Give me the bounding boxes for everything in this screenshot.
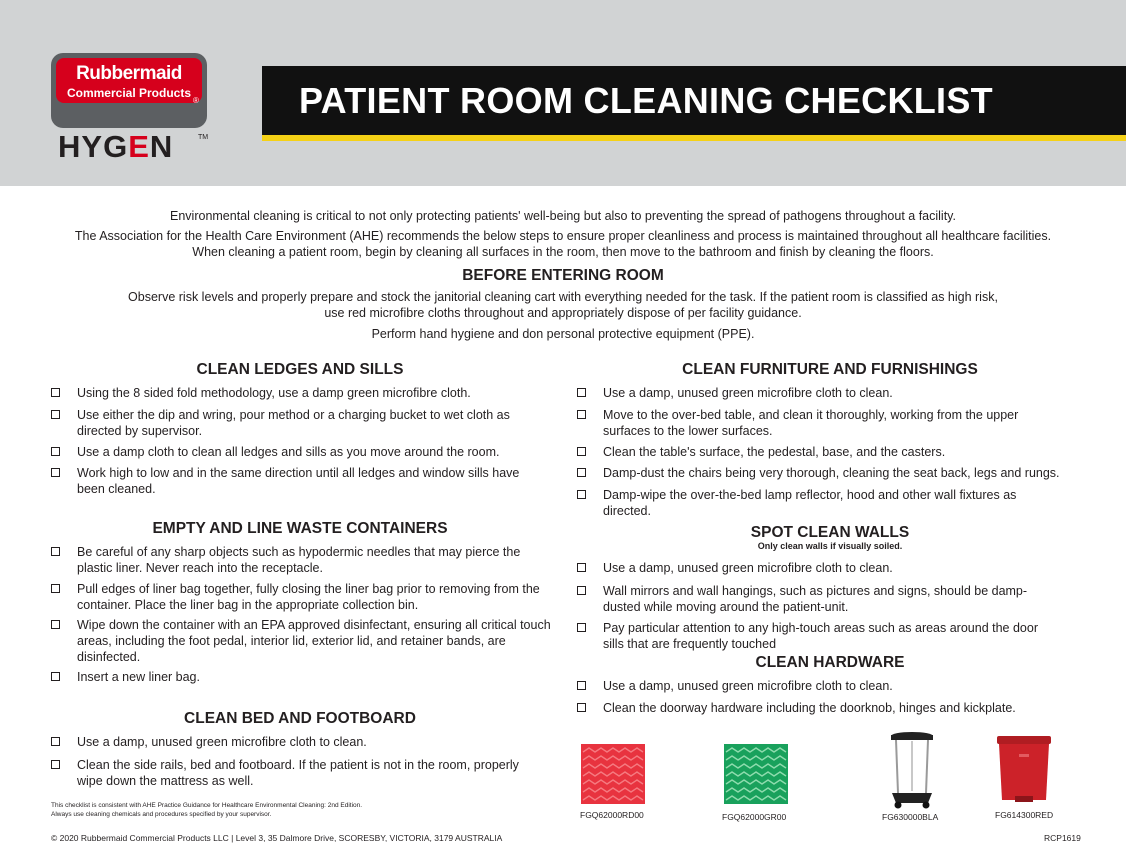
title-underline [262,135,1126,141]
checklist-item[interactable]: Use either the dip and wring, pour method or a charging bucket to wet cloth as directed by supervisor. [51,407,531,439]
copyright: © 2020 Rubbermaid Commercial Products LLC | Level 3, 35 Dalmore Drive, SCORESBY, VICTORIA, 3179 AUSTRALIA [51,833,503,843]
product-code: FGQ62000RD00 [580,810,644,820]
checkbox[interactable] [51,737,60,746]
checkbox[interactable] [577,468,586,477]
checkbox[interactable] [577,623,586,632]
checklist-item[interactable]: Wipe down the container with an EPA approved disinfectant, ensuring all critical touch areas, including the foot pedal, interior lid, exterior lid, and retainer bands, are disinfected. [51,617,551,665]
intro-line-3: When cleaning a patient room, begin by cleaning all surfaces in the room, then move to the bathroom and finish by cleaning the floors. [192,245,934,259]
bed-title: CLEAN BED AND FOOTBOARD [184,710,416,727]
checklist-item[interactable]: Wall mirrors and wall hangings, such as pictures and signs, should be damp-dusted while moving around the patient-unit. [577,583,1047,615]
hardware-title: CLEAN HARDWARE [755,654,905,671]
product-code: FG614300RED [995,810,1054,820]
footer-note-1: This checklist is consistent with AHE Practice Guidance for Healthcare Environmental Cleaning: 2nd Edition. [51,802,363,809]
checklist-item[interactable]: Use a damp, unused green microfibre cloth to clean. [577,385,1067,401]
ledges-title: CLEAN LEDGES AND SILLS [196,361,404,378]
checkbox[interactable] [577,410,586,419]
checkbox[interactable] [577,563,586,572]
checklist-item[interactable]: Using the 8 sided fold methodology, use a damp green microfibre cloth. [51,385,531,401]
hygen-suffix: N [149,129,174,164]
checkbox[interactable] [577,388,586,397]
walls-subtitle: Only clean walls if visually soiled. [757,541,903,551]
logo-brand: Rubbermaid [76,63,182,84]
product-code: FGQ62000GR00 [722,812,787,822]
checkbox[interactable] [577,447,586,456]
furniture-title: CLEAN FURNITURE AND FURNISHINGS [682,361,978,378]
checkbox[interactable] [51,760,60,769]
checklist-item[interactable]: Use a damp, unused green microfibre cloth to clean. [577,560,1067,576]
checklist-item[interactable]: Damp-dust the chairs being very thorough, cleaning the seat back, legs and rungs. [577,465,1087,481]
product-code: FG630000BLA [882,812,939,822]
logo-registered: ® [193,96,199,105]
document-code: RCP1619 [1044,833,1081,843]
hygen-tm: TM [198,134,209,141]
checkbox[interactable] [51,584,60,593]
checklist-item[interactable]: Damp-wipe the over-the-bed lamp reflector, hood and other wall fixtures as directed. [577,487,1047,519]
checklist-item[interactable]: Be careful of any sharp objects such as hypodermic needles that may pierce the plastic liner. Never reach into the receptacle. [51,544,551,576]
checklist-item[interactable]: Pay particular attention to any high-touch areas such as areas around the door sills that are frequently touched [577,620,1057,652]
checkbox[interactable] [51,410,60,419]
logo-sub: Commercial Products [66,86,192,100]
page-title: PATIENT ROOM CLEANING CHECKLIST [299,80,993,121]
intro-line-2: The Association for the Health Care Environment (AHE) recommends the below steps to ensure proper cleanliness and process is maintained throughout all healthcare facilities. [74,229,1052,243]
before-entering-line-3: Perform hand hygiene and don personal protective equipment (PPE). [371,327,755,341]
checklist-item[interactable]: Clean the doorway hardware including the doorknob, hinges and kickplate. [577,700,1077,716]
hygen-e: E [128,129,150,164]
hygen-prefix: HYG [58,129,129,164]
checklist-item[interactable]: Clean the table's surface, the pedestal, base, and the casters. [577,444,1077,460]
checklist-item[interactable]: Use a damp cloth to clean all ledges and sills as you move around the room. [51,444,531,460]
checkbox[interactable] [577,703,586,712]
checkbox[interactable] [577,586,586,595]
checkbox[interactable] [577,490,586,499]
liner-bag-stand-image [888,731,936,809]
checklist-item[interactable]: Use a damp, unused green microfibre cloth to clean. [51,734,531,750]
checklist-item[interactable]: Insert a new liner bag. [51,669,551,685]
checklist-item[interactable]: Move to the over-bed table, and clean it thoroughly, working from the upper surfaces to the lower surfaces. [577,407,1067,439]
walls-title: SPOT CLEAN WALLS [750,524,910,541]
checkbox[interactable] [51,547,60,556]
footer-note-2: Always use cleaning chemicals and procedures specified by your supervisor. [51,811,272,818]
checklist-item[interactable]: Work high to low and in the same direction until all ledges and window sills have been cleaned. [51,465,531,497]
hygen-logo [58,129,173,165]
checkbox[interactable] [51,672,60,681]
red-microfibre-cloth-image [581,744,645,804]
waste-title: EMPTY AND LINE WASTE CONTAINERS [152,520,448,537]
checkbox[interactable] [51,388,60,397]
checklist-item[interactable]: Use a damp, unused green microfibre cloth to clean. [577,678,1067,694]
checkbox[interactable] [51,468,60,477]
green-microfibre-cloth-image [724,744,788,804]
before-entering-line-2: use red microfibre cloths throughout and appropriately dispose of per facility guidance. [324,306,802,320]
checkbox[interactable] [51,447,60,456]
checkbox[interactable] [51,620,60,629]
checkbox[interactable] [577,681,586,690]
intro-line-1: Environmental cleaning is critical to not only protecting patients' well-being but also to preventing the spread of pathogens throughout a facility. [170,209,956,223]
rubbermaid-logo-plate [56,58,202,103]
before-entering-line-1: Observe risk levels and properly prepare and stock the janitorial cleaning cart with everything needed for the task. If the patient room is classified as high risk, [128,290,998,304]
checklist-item[interactable]: Clean the side rails, bed and footboard. If the patient is not in the room, properly wipe down the mattress as well. [51,757,531,789]
step-on-container-image [995,734,1053,804]
before-entering-title: BEFORE ENTERING ROOM [462,267,664,284]
checklist-item[interactable]: Pull edges of liner bag together, fully closing the liner bag prior to removing from the container. Place the liner bag in the appropriate collection bin. [51,581,551,613]
